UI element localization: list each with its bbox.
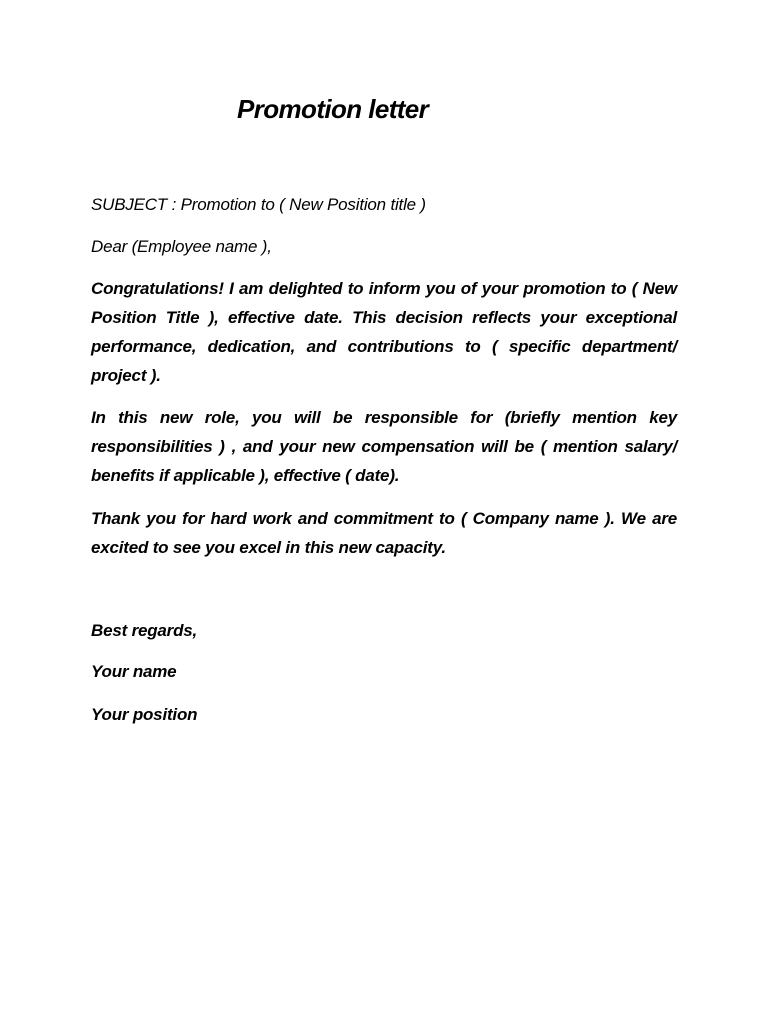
closing: Best regards, xyxy=(91,621,198,640)
signature-name: Your name xyxy=(91,662,177,681)
letter-title: Promotion letter xyxy=(237,94,429,124)
paragraph-responsibilities: In this new role, you will be responsible for (briefly mention key responsibilities ) , and your new compensation will be ( mention salary/ benefits if applicable ), effective ( date). xyxy=(91,408,677,485)
subject-line: SUBJECT : Promotion to ( New Position title ) xyxy=(91,195,426,214)
paragraph-congratulations: Congratulations! I am delighted to inform you of your promotion to ( New Position Title ), effective date. This decision reflects your exceptional performance, dedication, and contributions to ( specific department/ project ). xyxy=(91,279,677,385)
signature-position: Your position xyxy=(91,705,198,724)
salutation: Dear (Employee name ), xyxy=(91,237,272,256)
paragraph-thanks: Thank you for hard work and commitment to ( Company name ). We are excited to see you excel in this new capacity. xyxy=(91,509,677,557)
